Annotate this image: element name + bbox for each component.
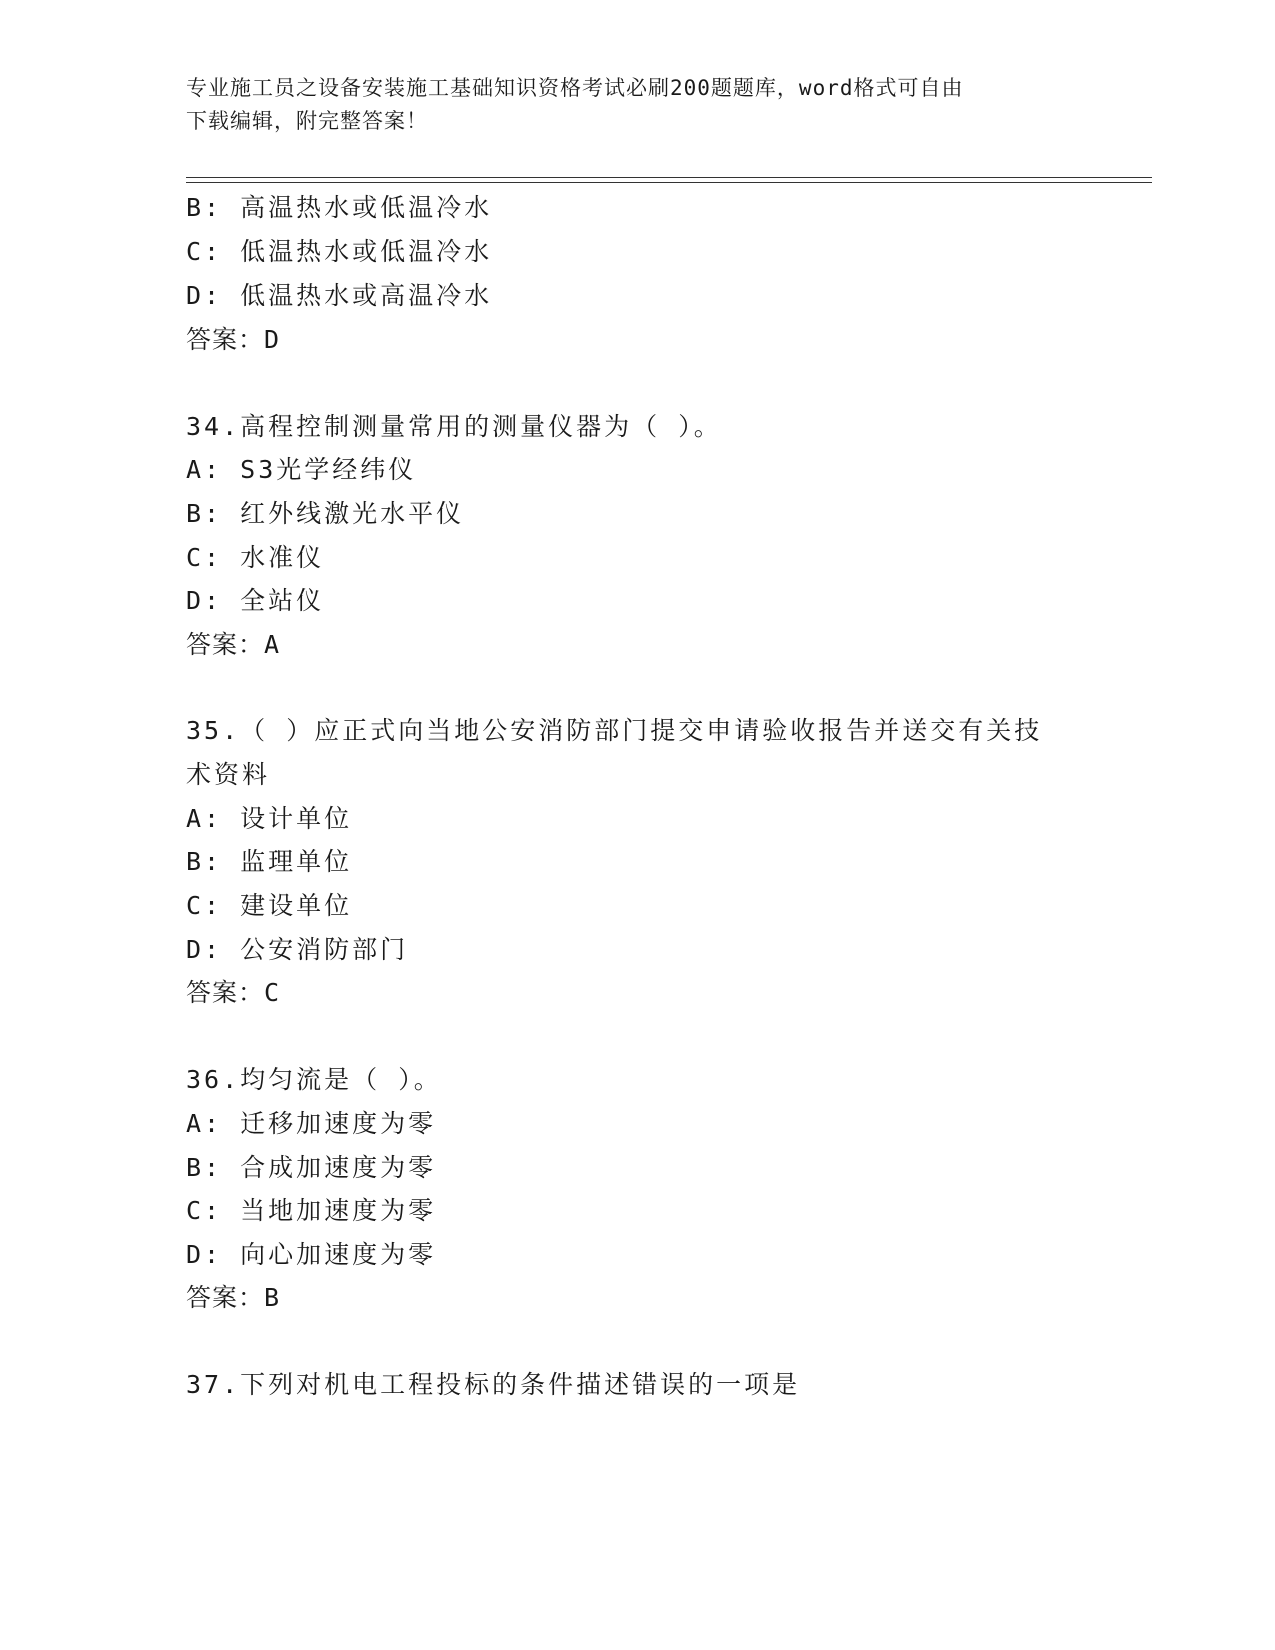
q33-option-c: C: 低温热水或低温冷水 xyxy=(186,237,493,266)
header-rule-thick xyxy=(186,177,1152,178)
q34-option-c: C: 水准仪 xyxy=(186,543,325,572)
q35-option-b: B: 监理单位 xyxy=(186,847,353,876)
page-header xyxy=(186,72,1066,138)
header-rule-thin xyxy=(186,182,1152,183)
q33-option-d: D: 低温热水或高温冷水 xyxy=(186,281,493,310)
q35-option-c: C: 建设单位 xyxy=(186,891,353,920)
q36-option-d: D: 向心加速度为零 xyxy=(186,1240,437,1269)
q33-answer: 答案：D xyxy=(186,325,281,354)
q35-option-d: D: 公安消防部门 xyxy=(186,935,409,964)
header-line-2: 下载编辑，附完整答案！ xyxy=(186,109,428,133)
q35-question-line-1: 35.（ ）应正式向当地公安消防部门提交申请验收报告并送交有关技 xyxy=(186,716,1043,745)
q34-option-d: D: 全站仪 xyxy=(186,586,325,615)
q34-question: 34.高程控制测量常用的测量仪器为（ ）。 xyxy=(186,412,722,441)
q36-option-b: B: 合成加速度为零 xyxy=(186,1153,437,1182)
q35-option-a: A: 设计单位 xyxy=(186,804,353,833)
q36-answer: 答案：B xyxy=(186,1283,281,1312)
q34-answer: 答案：A xyxy=(186,630,281,659)
q34-option-b: B: 红外线激光水平仪 xyxy=(186,499,465,528)
q36-question: 36.均匀流是（ ）。 xyxy=(186,1065,442,1094)
q35-question-line-2: 术资料 xyxy=(186,760,271,789)
q36-option-a: A: 迁移加速度为零 xyxy=(186,1109,437,1138)
q37-question: 37.下列对机电工程投标的条件描述错误的一项是 xyxy=(186,1370,801,1399)
q36-option-c: C: 当地加速度为零 xyxy=(186,1196,437,1225)
q35-answer: 答案：C xyxy=(186,978,281,1007)
header-line-1: 专业施工员之设备安装施工基础知识资格考试必刷200题题库，word格式可自由 xyxy=(186,76,964,100)
q34-option-a: A: S3光学经纬仪 xyxy=(186,455,417,484)
q33-option-b: B: 高温热水或低温冷水 xyxy=(186,193,493,222)
